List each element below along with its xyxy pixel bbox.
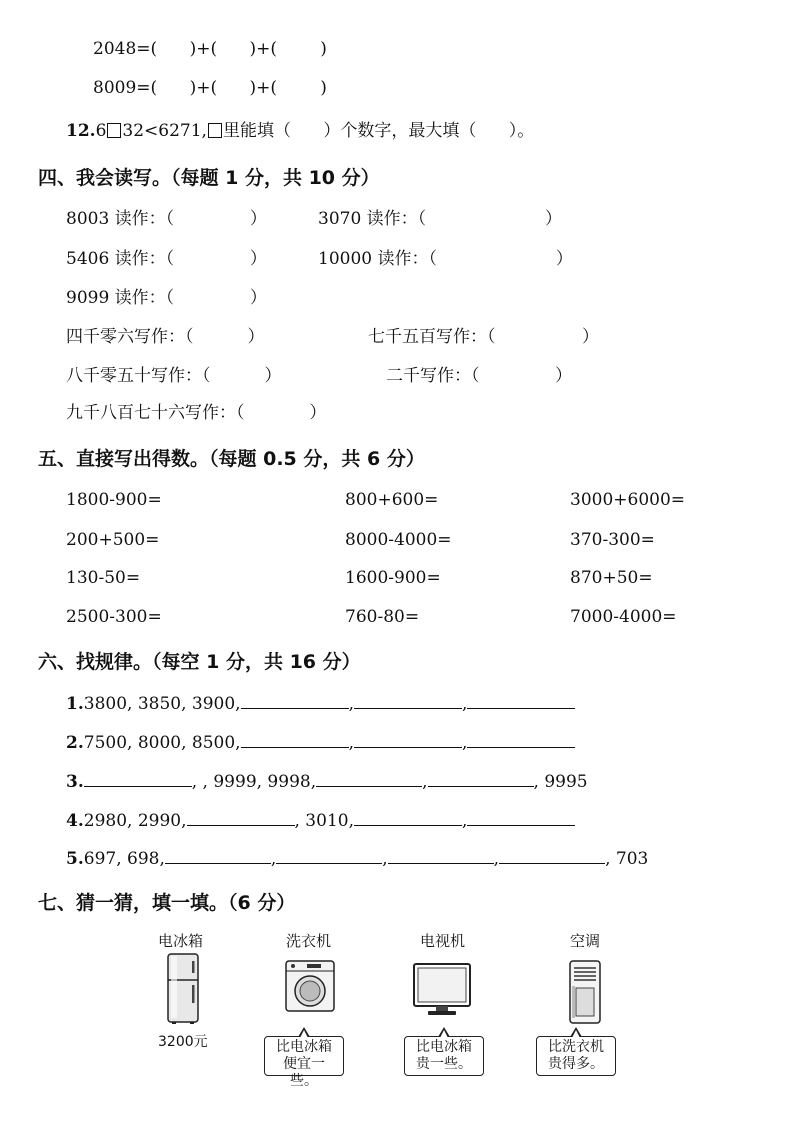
- answer-blank[interactable]: [354, 731, 462, 748]
- arithmetic-problem: 200+500=: [66, 530, 160, 550]
- pattern-5: [66, 847, 648, 870]
- read-9099: 9099 读作：（ ）: [66, 288, 267, 308]
- comma: ,: [493, 849, 500, 869]
- pattern-5-end: , 703: [605, 849, 649, 869]
- answer-blank[interactable]: [467, 692, 575, 709]
- appliance-name: 空调: [570, 932, 601, 950]
- comma: ,: [382, 849, 388, 869]
- pattern-2-values: 7500, 8000, 8500,: [83, 733, 241, 753]
- q12-text-c: 里能填（ ）个数字，最大填（ ）。: [222, 121, 535, 141]
- answer-blank[interactable]: [276, 847, 382, 864]
- appliance-name: 电视机: [420, 932, 466, 950]
- fridge-icon: [166, 953, 200, 1025]
- comma: ,: [270, 849, 277, 869]
- answer-blank[interactable]: [354, 692, 462, 709]
- q12-text-a: 6: [95, 121, 107, 141]
- comma: ,: [461, 811, 468, 831]
- pattern-3-values: , , 9999, 9998,: [191, 772, 317, 792]
- appliance-name: 电冰箱: [158, 932, 204, 950]
- answer-blank[interactable]: [467, 809, 575, 826]
- comma: ,: [348, 694, 354, 714]
- bubble-text: 贵一些。: [416, 1056, 472, 1072]
- tv-icon: [412, 962, 472, 1018]
- appliance-name: 洗衣机: [286, 932, 332, 950]
- arithmetic-problem: 7000-4000=: [570, 607, 677, 627]
- air-conditioner-icon: [568, 960, 602, 1024]
- decompose-2048: 2048=( )+( )+( ): [93, 39, 327, 59]
- arithmetic-problem: 1600-900=: [345, 568, 441, 588]
- section-6-heading: 六、找规律。（每空 1 分，共 16 分）: [38, 651, 361, 673]
- bubble-text: 比洗衣机: [548, 1039, 604, 1055]
- answer-blank[interactable]: [354, 809, 462, 826]
- section-7-heading: 七、猜一猜，填一填。（6 分）: [38, 892, 296, 914]
- write-9876: 九千八百七十六写作：（ ）: [66, 403, 327, 423]
- comma: ,: [461, 694, 468, 714]
- question-12: [66, 120, 534, 142]
- answer-blank[interactable]: [316, 770, 422, 787]
- comma: ,: [461, 733, 468, 753]
- speech-bubble-washer: [264, 1036, 344, 1089]
- blank-square-icon: [107, 123, 121, 138]
- arithmetic-problem: 130-50=: [66, 568, 141, 588]
- pattern-4-values: 2980, 2990,: [83, 811, 187, 831]
- bubble-text: 比电冰箱: [276, 1039, 332, 1055]
- write-7500: 七千五百写作：（ ）: [368, 327, 599, 347]
- speech-bubble-tv: [404, 1036, 484, 1076]
- comma: ,: [422, 772, 428, 792]
- blank-square-icon: [208, 123, 222, 138]
- arithmetic-problem: 3000+6000=: [570, 490, 686, 510]
- answer-blank[interactable]: [467, 731, 575, 748]
- washing-machine-icon: [285, 960, 335, 1012]
- write-8050: 八千零五十写作：（ ）: [66, 366, 282, 386]
- answer-blank[interactable]: [187, 809, 295, 826]
- write-2000: 二千写作：（ ）: [386, 366, 573, 386]
- answer-blank[interactable]: [499, 847, 605, 864]
- pattern-4-mid: , 3010,: [294, 811, 354, 831]
- answer-blank[interactable]: [241, 731, 349, 748]
- question-number: 4.: [66, 811, 84, 831]
- read-3070: 3070 读作：（ ）: [318, 209, 563, 229]
- question-number: 5.: [66, 849, 84, 869]
- question-number: 12.: [66, 121, 96, 141]
- arithmetic-problem: 870+50=: [570, 568, 653, 588]
- comma: ,: [348, 733, 354, 753]
- arithmetic-problem: 800+600=: [345, 490, 439, 510]
- pattern-2: [66, 731, 575, 754]
- answer-blank[interactable]: [428, 770, 534, 787]
- q12-text-b: 32<6271,: [122, 121, 207, 141]
- answer-blank[interactable]: [84, 770, 192, 787]
- arithmetic-problem: 8000-4000=: [345, 530, 452, 550]
- answer-blank[interactable]: [388, 847, 494, 864]
- answer-blank[interactable]: [165, 847, 271, 864]
- arithmetic-problem: 760-80=: [345, 607, 420, 627]
- bubble-text: 比电冰箱: [416, 1039, 472, 1055]
- pattern-3: [66, 770, 588, 793]
- pattern-1-values: 3800, 3850, 3900,: [83, 694, 241, 714]
- read-5406: 5406 读作：（ ）: [66, 249, 267, 269]
- read-8003: 8003 读作：（ ）: [66, 209, 267, 229]
- bubble-text: 贵得多。: [548, 1056, 604, 1072]
- fridge-price: 3200元: [158, 1034, 208, 1050]
- question-number: 3.: [66, 772, 84, 792]
- question-number: 1.: [66, 694, 84, 714]
- speech-bubble-ac: [536, 1036, 616, 1076]
- read-10000: 10000 读作：（ ）: [318, 249, 573, 269]
- arithmetic-problem: 1800-900=: [66, 490, 162, 510]
- arithmetic-problem: 2500-300=: [66, 607, 162, 627]
- section-4-heading: 四、我会读写。（每题 1 分，共 10 分）: [38, 167, 380, 189]
- section-5-heading: 五、直接写出得数。（每题 0.5 分，共 6 分）: [38, 448, 425, 470]
- pattern-1: [66, 692, 575, 715]
- question-number: 2.: [66, 733, 84, 753]
- pattern-3-end: , 9995: [533, 772, 588, 792]
- answer-blank[interactable]: [241, 692, 349, 709]
- decompose-8009: 8009=( )+( )+( ): [93, 78, 327, 98]
- pattern-5-values: 697, 698,: [83, 849, 165, 869]
- write-4006: 四千零六写作：（ ）: [66, 327, 265, 347]
- pattern-4: [66, 809, 575, 832]
- arithmetic-problem: 370-300=: [570, 530, 655, 550]
- bubble-text: 便宜一些。: [283, 1056, 325, 1089]
